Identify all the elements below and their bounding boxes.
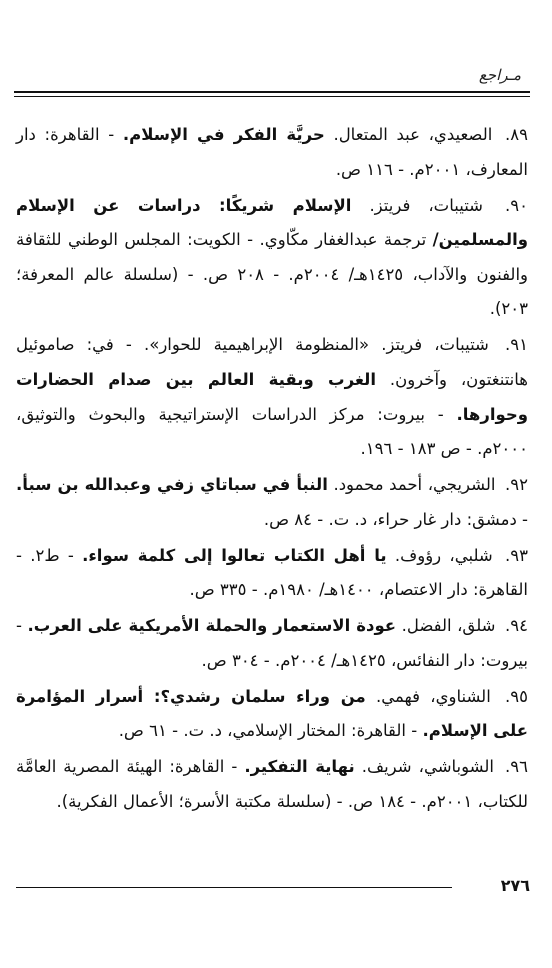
reference-entry: [16, 609, 528, 678]
entry-text: شتيبات، فريتز. «المنظومة الإبراهيمية للحوار». - في: صاموئيل هانتنغتون، وآخرون.: [16, 335, 528, 389]
entry-publication: - بيروت: مركز الدراسات الإستراتيجية والبحوث والتوثيق، ٢٠٠٠م. - ص ١٨٣ - ١٩٦.: [16, 404, 528, 459]
entry-number: ٩٢.: [505, 475, 528, 495]
entry-title: من وراء سلمان رشدي؟: أسرار المؤامرة على الإسلام.: [16, 686, 528, 741]
entry-number: ٩٤.: [505, 616, 528, 636]
entry-number: ٩٦.: [505, 757, 529, 777]
entry-text: شلق، الفضل.: [401, 616, 496, 636]
reference-entry: [16, 189, 528, 327]
entry-text: شلبي، رؤوف.: [394, 545, 493, 565]
entry-number: ٨٩.: [505, 125, 528, 144]
entry-publication: ترجمة عبدالغفار مكّاوي. - الكويت: المجلس الوطني للثقافة والفنون والآداب، ١٤٢٥هـ/ ٢٠٠٤م. - ٢٠٨ ص. - (سلسلة عالم المعرفة؛ ٢٠٣).: [16, 230, 529, 319]
reference-entry: [16, 118, 528, 187]
entry-title: عودة الاستعمار والحملة الأمريكية على العرب.: [27, 616, 397, 636]
entry-title: الإسلام شريكًا: دراسات عن الإسلام والمسلمين/: [16, 195, 528, 250]
page-number: ٢٧٦: [500, 876, 530, 895]
entry-publication: - دمشق: دار غار حراء، د. ت. - ٨٤ ص.: [263, 509, 528, 529]
entry-number: ٩٥.: [505, 686, 528, 706]
header-rule-thick: [14, 91, 530, 93]
entry-number: ٩١.: [505, 335, 528, 355]
entry-publication: - ط٢. - القاهرة: دار الاعتصام، ١٤٠٠هـ/ ١٩٨٠م. - ٣٣٥ ص.: [16, 545, 528, 600]
running-header: مـراجع: [478, 66, 522, 84]
entry-title: الغرب وبقية العالم بين صدام الحضارات وحوارها.: [16, 369, 529, 424]
entry-text: الصعيدي، عبد المتعال.: [333, 125, 493, 144]
entry-publication: - القاهرة: دار المعارف، ٢٠٠١م. - ١١٦ ص.: [16, 125, 528, 179]
entry-publication: - بيروت: دار النفائس، ١٤٢٥هـ/ ٢٠٠٤م. - ٣٠٤ ص.: [16, 616, 528, 670]
entry-text: الشوباشي، شريف.: [361, 757, 494, 777]
entry-text: شتيبات، فريتز.: [369, 195, 484, 215]
entry-number: ٩٠.: [505, 195, 529, 215]
reference-entry: [16, 468, 528, 537]
entry-publication: - القاهرة: المختار الإسلامي، د. ت. - ٦١ ص.: [118, 721, 418, 741]
references-list: [16, 118, 528, 821]
header-rule-thin: [14, 96, 530, 97]
footer-rule: [16, 887, 452, 888]
entry-text: الشريجي، أحمد محمود.: [333, 475, 496, 495]
reference-entry: [16, 680, 528, 749]
entry-title: حريَّة الفكر في الإسلام.: [122, 125, 325, 144]
reference-entry: [16, 750, 528, 819]
reference-entry: [16, 539, 528, 608]
entry-text: الشناوي، فهمي.: [376, 686, 491, 706]
entry-title: يا أهل الكتاب تعالوا إلى كلمة سواء.: [82, 545, 387, 565]
entry-number: ٩٣.: [505, 545, 528, 565]
entry-publication: - القاهرة: الهيئة المصرية العامَّة للكتاب، ٢٠٠١م. - ١٨٤ ص. - (سلسلة مكتبة الأسرة؛ الأعمال الفكرية).: [16, 757, 528, 812]
entry-title: النبأ في سباتاي زفي وعبدالله بن سبأ.: [16, 475, 328, 495]
reference-entry: [16, 328, 528, 466]
entry-title: نهاية التفكير.: [244, 757, 355, 777]
